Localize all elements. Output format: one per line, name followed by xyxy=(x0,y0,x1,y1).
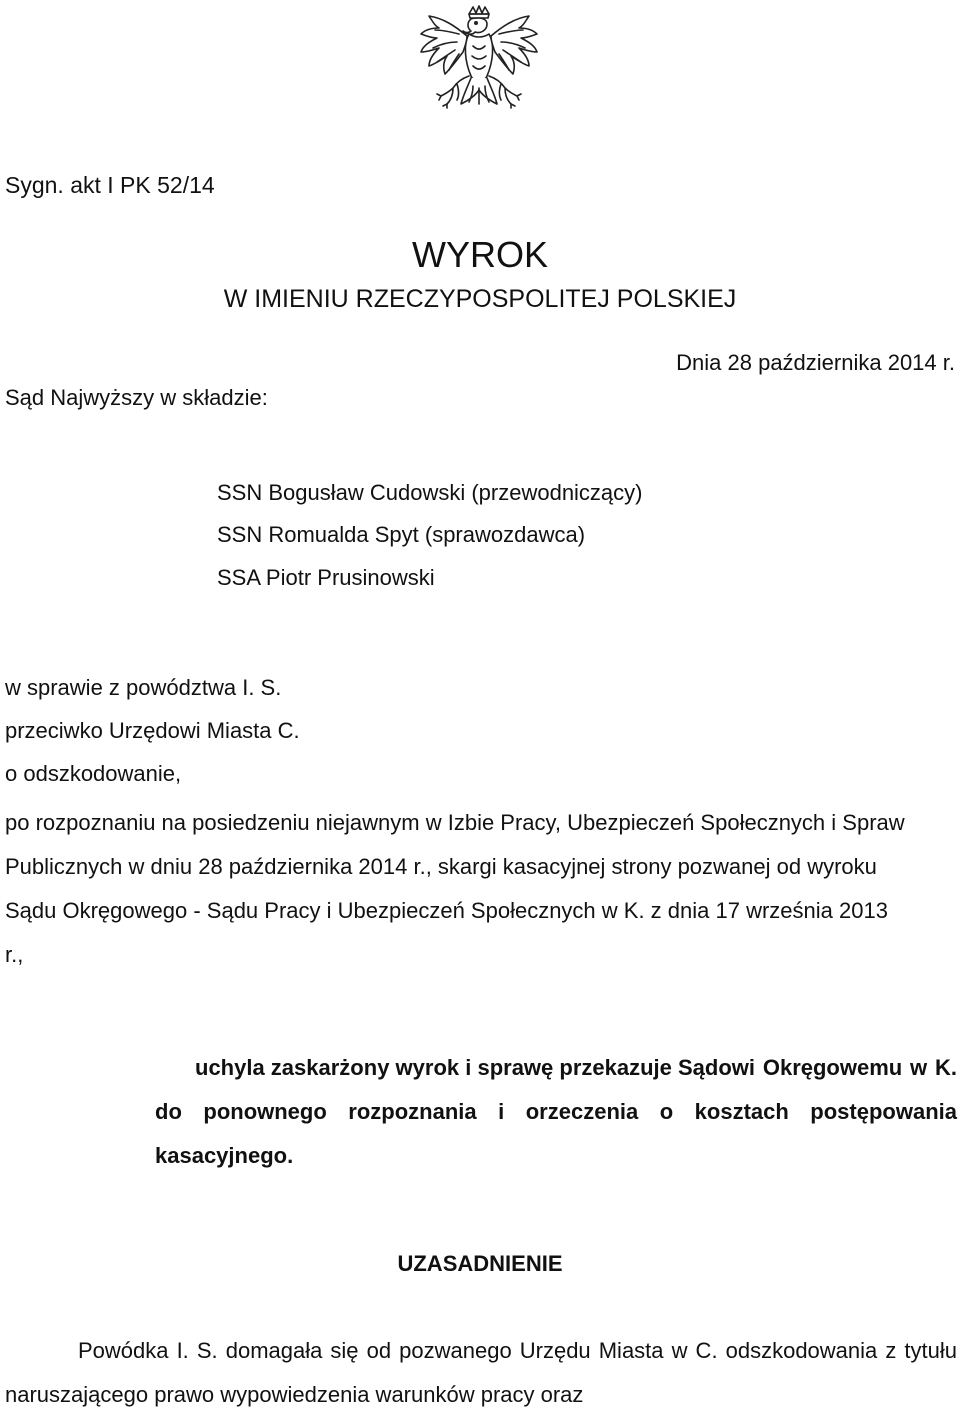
judgment-date: Dnia 28 października 2014 r. xyxy=(676,350,955,375)
judge-member: SSA Piotr Prusinowski xyxy=(217,565,435,590)
ruling-first-line: uchyla zaskarżony wyrok i sprawę przekazuje Sądowi xyxy=(195,1055,756,1080)
case-plaintiff: w sprawie z powództwa I. S. xyxy=(5,675,282,700)
polish-eagle-emblem-icon xyxy=(413,4,545,128)
judge-rapporteur: SSN Romualda Spyt (sprawozdawca) xyxy=(217,522,586,547)
case-defendant: przeciwko Urzędowi Miasta C. xyxy=(5,718,300,743)
case-subject: o odszkodowanie, xyxy=(5,761,182,786)
judge-presiding: SSN Bogusław Cudowski (przewodniczący) xyxy=(217,480,643,505)
justification-paragraph xyxy=(5,1329,957,1417)
case-signature: Sygn. akt I PK 52/14 xyxy=(5,172,215,198)
court-composition-label: Sąd Najwyższy w składzie: xyxy=(5,385,268,410)
document-title: WYROK xyxy=(411,234,548,275)
justification-text: Powódka I. S. domagała się od pozwanego Urzędu Miasta w C. odszkodowania z tytułu naruszającego prawo wypowiedzenia warunków pracy oraz xyxy=(5,1338,957,1407)
document-subtitle: W IMIENIU RZECZYPOSPOLITEJ POLSKIEJ xyxy=(223,285,737,313)
proceedings-paragraph: po rozpoznaniu na posiedzeniu niejawnym w Izbie Pracy, Ubezpieczeń Społecznych i Spraw Publicznych w dniu 28 października 2014 r., skargi kasacyjnej strony pozwanej od wyroku Sądu Okręgowego - Sądu Pracy i Ubezpieczeń Społecznych w K. z dnia 17 września 2013 r., xyxy=(5,810,905,967)
justification-heading: UZASADNIENIE xyxy=(397,1251,563,1276)
ruling-rest: Okręgowemu w K. do ponownego rozpoznania i orzeczenia o kosztach postępowania kasacyjnego. xyxy=(155,1055,957,1168)
ruling-paragraph xyxy=(155,1046,957,1178)
